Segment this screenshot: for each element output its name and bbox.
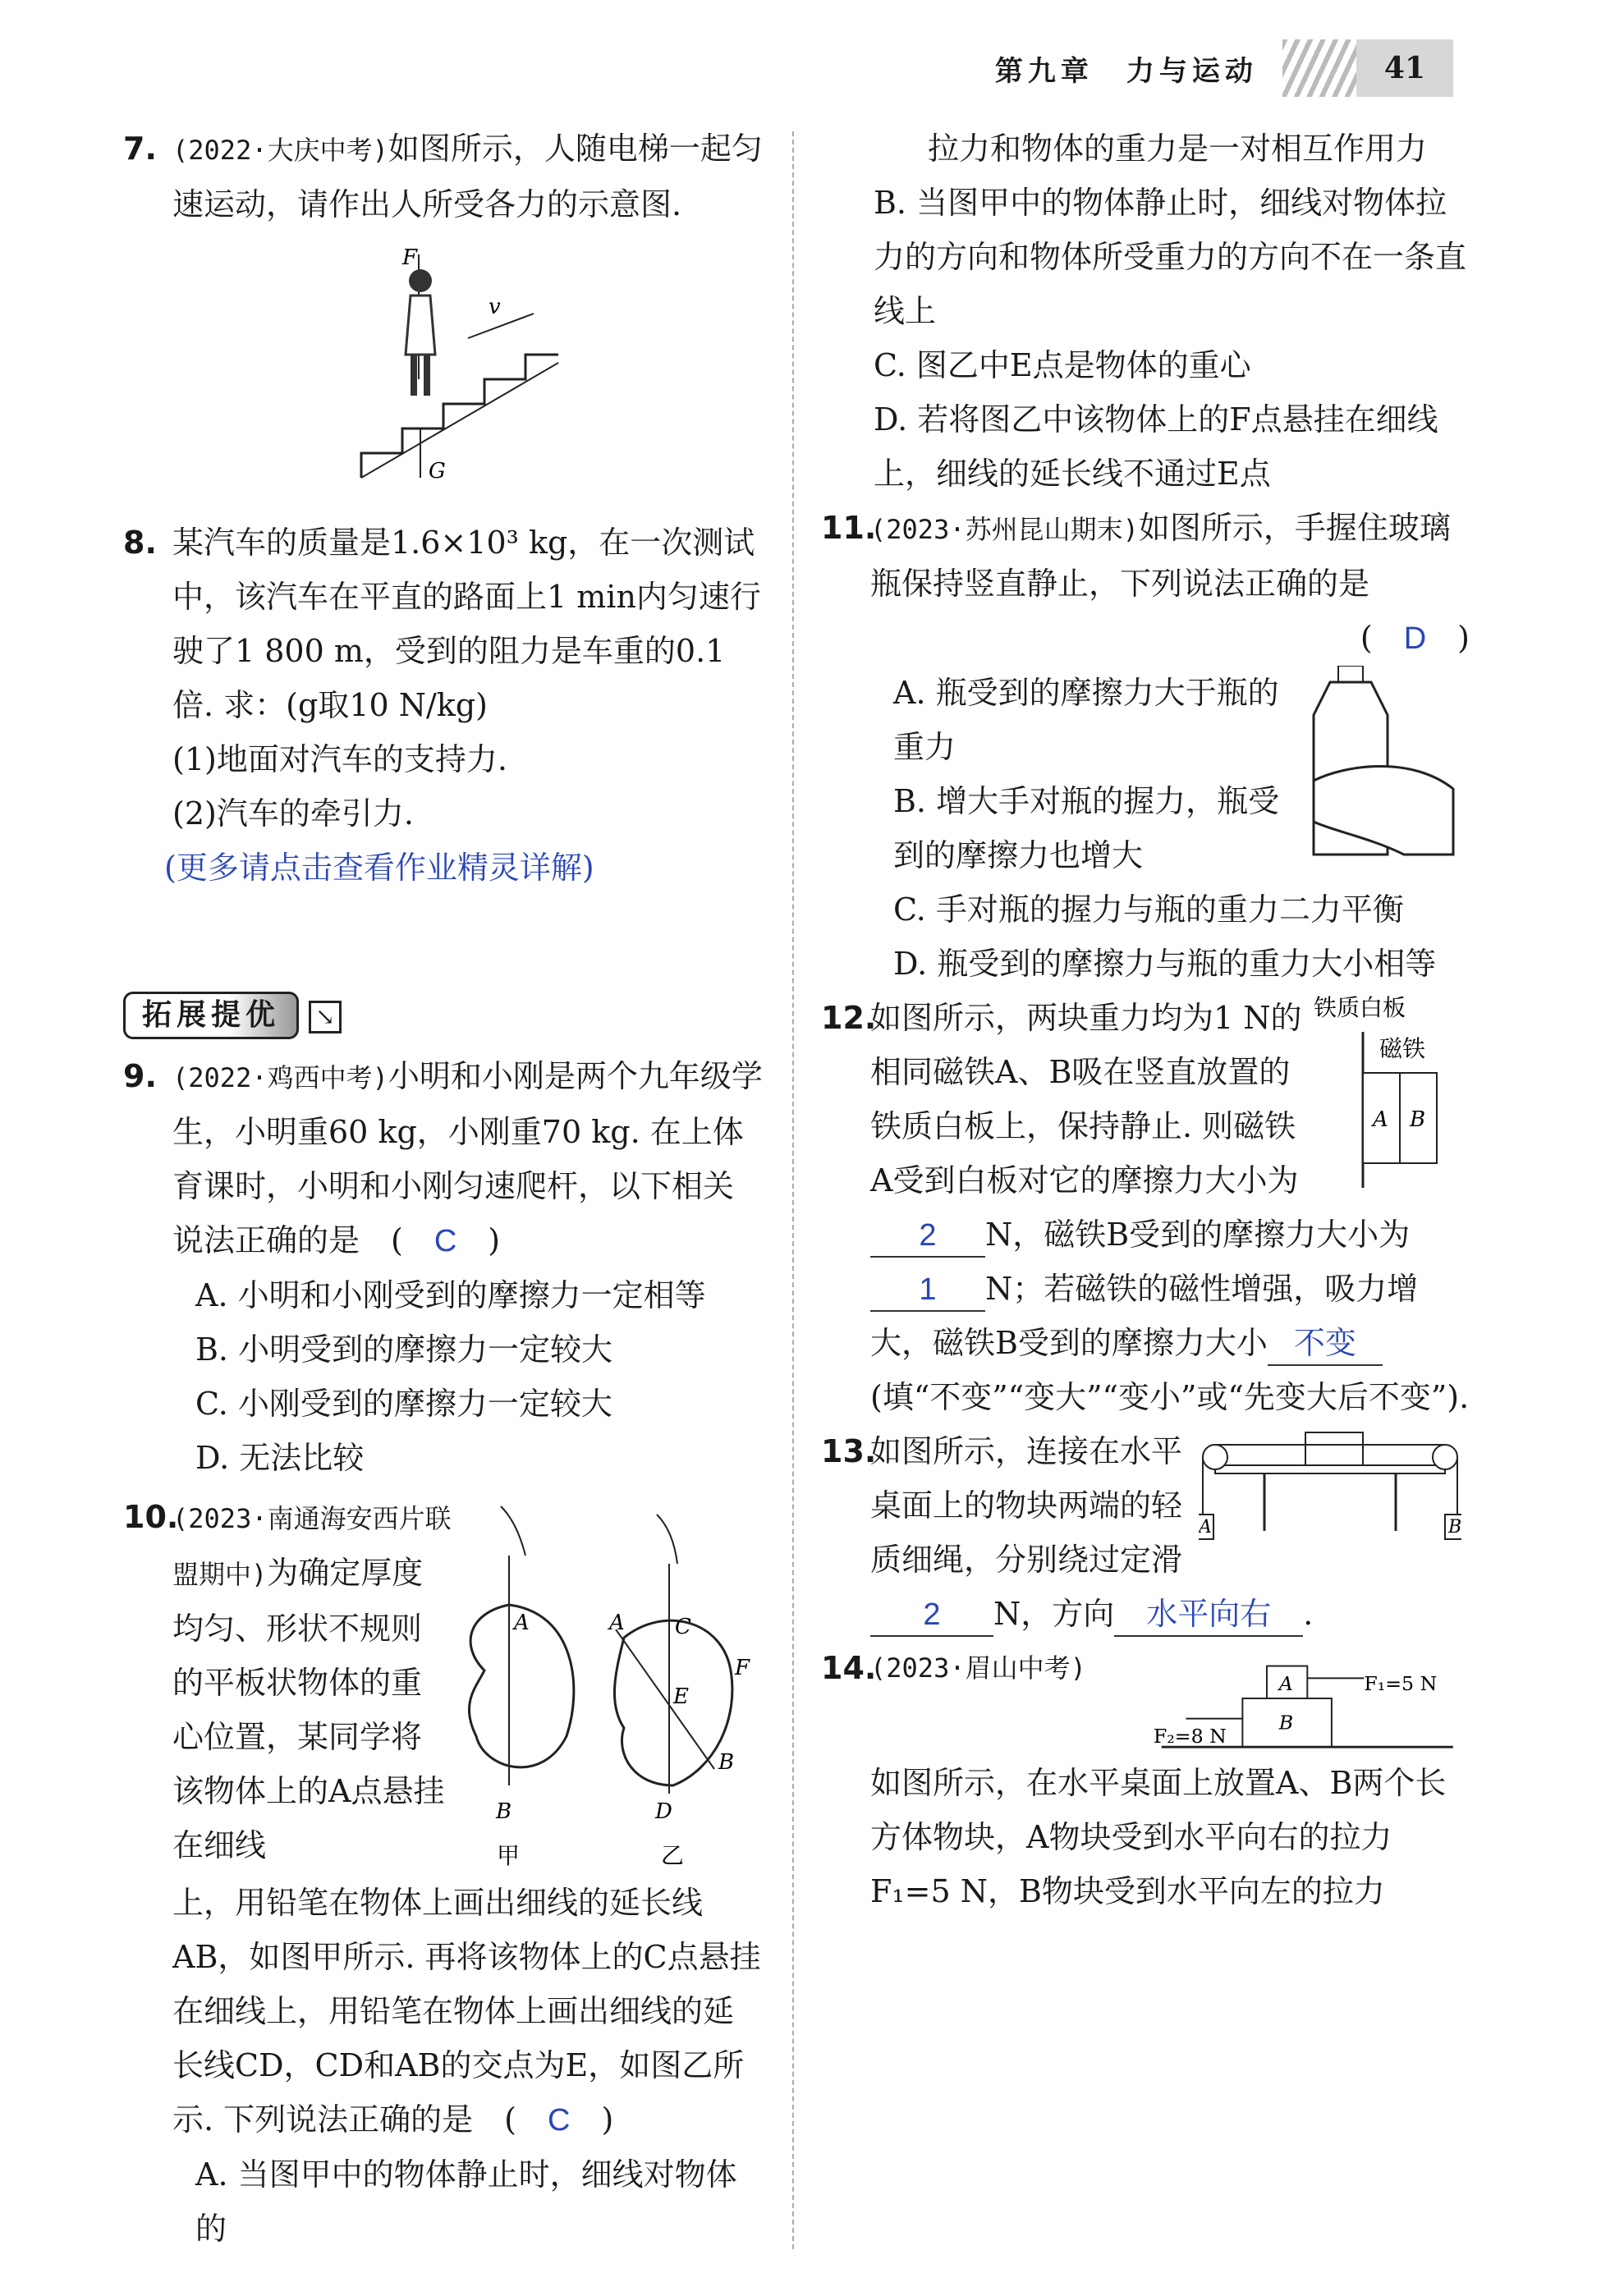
question-7 bbox=[123, 121, 764, 231]
question-source: (2023·南通海安西片联盟期中) bbox=[172, 1503, 452, 1590]
table-top bbox=[1215, 1465, 1445, 1473]
hand-right bbox=[657, 1515, 677, 1564]
pulley-left bbox=[1203, 1445, 1227, 1469]
option-a: A. 瓶受到的摩擦力大于瓶的重力 bbox=[893, 675, 1279, 765]
option-a: A. 当图甲中的物体静止时，细线对物体的 bbox=[195, 2156, 737, 2247]
option-b: B. 增大手对瓶的握力，瓶受到的摩擦力也增大 bbox=[893, 783, 1280, 873]
label-b: B bbox=[1448, 1517, 1461, 1538]
section-title: 拓展提优 bbox=[123, 992, 299, 1039]
bottle-figure bbox=[1297, 666, 1461, 879]
section-header bbox=[123, 987, 764, 1041]
left-column bbox=[123, 121, 764, 2256]
hanging-plate-figure bbox=[452, 1490, 764, 1876]
label-a: A bbox=[1199, 1517, 1212, 1538]
right-column bbox=[821, 121, 1470, 1918]
question-12 bbox=[821, 991, 1470, 1424]
answer: D bbox=[1403, 621, 1427, 656]
header-stripes bbox=[1282, 39, 1356, 97]
arrow-icon: ↘ bbox=[309, 1001, 342, 1033]
question-number: 7. bbox=[123, 131, 157, 167]
question-10: 10. (2023·南通海安西片联盟期中)为确定厚度均匀、形状不规则的平板状物体的重心位置，某同学将该物体上的A点悬挂在细线 A B 甲 A C E F B D 乙 上，用铅笔在物体上画出细线的延长线AB，如图甲所示. 再将该物体上的C点悬挂在细线上，用铅笔在物体上画出细线的延长线CD，CD和AB的交点为E，如图乙所示. 下列说法正确的是 ( C ) A. 当图甲中的物体静止时，细线对物体的 bbox=[123, 1490, 764, 2256]
question-text: 为确定厚度均匀、形状不规则的平板状物体的重心位置，某同学将该物体上的A点悬挂在细线 bbox=[172, 1555, 445, 1863]
question-text: 小明和小刚是两个九年级学生，小明重60 kg，小刚重70 kg. 在上体育课时，小明和小刚匀速爬杆，以下相关说法正确的是 bbox=[172, 1058, 763, 1258]
answer-blank-2: 水平向右 bbox=[1114, 1594, 1303, 1637]
question-13 bbox=[821, 1424, 1470, 1641]
force-f2-label: F₂=8 N bbox=[1154, 1725, 1227, 1748]
answer: C bbox=[548, 2103, 571, 2138]
question-text: 如图所示，两块重力均为1 N的相同磁铁A、B吸在竖直放置的铁质白板上，保持静止. 则磁铁A受到白板对它的摩擦力大小为 bbox=[870, 1000, 1302, 1198]
velocity-arrow bbox=[468, 314, 534, 338]
question-text: N；若磁铁的磁性增强，吸力增大，磁铁B受到的摩擦力大小 bbox=[870, 1271, 1419, 1361]
line-ab-yi bbox=[616, 1629, 714, 1769]
subquestion-2: (2)汽车的牵引力. bbox=[172, 795, 414, 832]
escalator-slope bbox=[361, 363, 558, 478]
option-d: D. 无法比较 bbox=[195, 1440, 365, 1476]
block bbox=[1305, 1432, 1363, 1465]
bottle-cap bbox=[1338, 666, 1363, 682]
option-a-continued: 拉力和物体的重力是一对相互作用力 bbox=[928, 131, 1428, 167]
column-divider bbox=[792, 131, 794, 2249]
option-c: C. 图乙中E点是物体的重心 bbox=[874, 347, 1251, 383]
more-solutions-link[interactable]: (更多请点击查看作业精灵详解) bbox=[164, 850, 594, 886]
gravity-label: G bbox=[429, 459, 446, 483]
answer-blank-1: 2 bbox=[870, 1215, 985, 1258]
person-leg bbox=[411, 355, 417, 396]
question-number: 14. bbox=[821, 1650, 877, 1686]
option-c: C. 手对瓶的握力与瓶的重力二力平衡 bbox=[893, 891, 1404, 928]
answer-blank-2: 1 bbox=[870, 1269, 985, 1312]
question-text: (填“不变”“变大”“变小”或“先变大后不变”). bbox=[870, 1379, 1470, 1415]
point-d: D bbox=[655, 1799, 672, 1824]
board-label: 铁质白板 bbox=[1314, 994, 1406, 1021]
point-e: E bbox=[673, 1684, 689, 1709]
label-a: A bbox=[1279, 1672, 1294, 1696]
question-number: 10. bbox=[123, 1499, 179, 1535]
question-text: 如图所示，连接在水平桌面上的物块两端的轻质细绳，分别绕过定滑 bbox=[870, 1433, 1183, 1578]
question-text: . bbox=[1303, 1596, 1314, 1632]
figure-label-jia: 甲 bbox=[497, 1842, 521, 1869]
question-number: 8. bbox=[123, 525, 157, 561]
person-leg bbox=[424, 355, 430, 396]
escalator-figure bbox=[123, 231, 764, 494]
chapter-title: 第九章 力与运动 bbox=[994, 54, 1258, 88]
escalator-steps bbox=[361, 355, 558, 478]
answer-blank-1: 2 bbox=[870, 1594, 993, 1637]
question-number: 13. bbox=[821, 1433, 877, 1469]
blocks-figure bbox=[1145, 1641, 1470, 1756]
question-text: N，方向 bbox=[993, 1596, 1115, 1632]
figure-label-yi: 乙 bbox=[661, 1842, 685, 1869]
force-f1-label: F₁=5 N bbox=[1364, 1672, 1438, 1696]
person-body bbox=[406, 296, 435, 355]
question-text: 上，用铅笔在物体上画出细线的延长线AB，如图甲所示. 再将该物体上的C点悬挂在细线上，用铅笔在物体上画出细线的延长线CD，CD和AB的交点为E，如图乙所示. 下列说法正确的是 bbox=[172, 1885, 761, 2138]
point-f: F bbox=[735, 1656, 750, 1680]
option-d: D. 若将图乙中该物体上的F点悬挂在细线上，细线的延长线不通过E点 bbox=[874, 401, 1438, 492]
question-number: 12. bbox=[821, 1000, 877, 1036]
page-header bbox=[995, 39, 1453, 97]
question-text: 如图所示，手握住玻璃瓶保持竖直静止，下列说法正确的是 bbox=[870, 510, 1451, 602]
option-b: B. 当图甲中的物体静止时，细线对物体拉力的方向和物体所受重力的方向不在一条直线上 bbox=[874, 185, 1467, 329]
pulley-right bbox=[1433, 1445, 1457, 1469]
answer: C bbox=[434, 1224, 457, 1258]
label-b: B bbox=[1410, 1107, 1426, 1132]
label-b: B bbox=[1279, 1711, 1294, 1735]
question-number: 9. bbox=[123, 1058, 157, 1094]
question-source: (2022·鸡西中考) bbox=[172, 1062, 388, 1093]
magnet-label: 磁铁 bbox=[1379, 1035, 1426, 1062]
force-label: F bbox=[402, 245, 418, 270]
question-text: N，磁铁B受到的摩擦力大小为 bbox=[985, 1217, 1411, 1253]
question-source: (2022·大庆中考) bbox=[172, 135, 388, 166]
point-a: A bbox=[609, 1611, 625, 1635]
subquestion-1: (1)地面对汽车的支持力. bbox=[172, 741, 507, 777]
hand-left bbox=[501, 1506, 525, 1556]
option-b: B. 小明受到的摩擦力一定较大 bbox=[195, 1331, 613, 1368]
answer-blank-3: 不变 bbox=[1268, 1323, 1383, 1366]
option-a: A. 小明和小刚受到的摩擦力一定相等 bbox=[195, 1277, 706, 1313]
question-11: 11. (2023·苏州昆山期末)如图所示，手握住玻璃瓶保持竖直静止，下列说法正确的是 ( D ) A. 瓶受到的摩擦力大于瓶的重力 B. 增大手对瓶的握力，瓶受到的摩擦力也增大 C. 手对瓶的握力与瓶的重力二力平衡 D. 瓶受到的摩擦力与瓶的重力大小相等 bbox=[821, 501, 1470, 991]
point-b: B bbox=[496, 1799, 512, 1824]
question-text: 如图所示，在水平桌面上放置A、B两个长方体物块，A物块受到水平向右的拉力F₁=5 N，B物块受到水平向左的拉力 bbox=[870, 1765, 1447, 1909]
question-source: (2023·眉山中考) bbox=[870, 1652, 1086, 1684]
magnet-figure bbox=[1314, 991, 1470, 1196]
point-b: B bbox=[718, 1750, 735, 1775]
option-d: D. 瓶受到的摩擦力与瓶的重力大小相等 bbox=[893, 946, 1437, 982]
pulley-table-figure bbox=[1199, 1424, 1461, 1580]
question-number: 11. bbox=[821, 510, 877, 546]
question-8 bbox=[123, 516, 764, 841]
point-a: A bbox=[514, 1611, 530, 1635]
page-number: 41 bbox=[1356, 39, 1453, 97]
label-a: A bbox=[1373, 1107, 1388, 1132]
question-text: 某汽车的质量是1.6×10³ kg，在一次测试中，该汽车在平直的路面上1 min内匀速行驶了1 800 m，受到的阻力是车重的0.1倍. 求：(g取10 N/kg) bbox=[172, 525, 761, 723]
question-9: 9. (2022·鸡西中考)小明和小刚是两个九年级学生，小明重60 kg，小刚重70 kg. 在上体育课时，小明和小刚匀速爬杆，以下相关说法正确的是 ( C ) A. 小明和小刚受到的摩擦力一定相等 B. 小明受到的摩擦力一定较大 C. 小刚受到的摩擦力一定较大 D. 无法比较 bbox=[123, 1049, 764, 1485]
question-source: (2023·苏州昆山期末) bbox=[870, 514, 1139, 545]
point-c: C bbox=[675, 1615, 691, 1639]
person-head bbox=[409, 269, 432, 292]
velocity-label: v bbox=[489, 295, 501, 319]
question-text: 如图所示，人随电梯一起匀速运动，请作出人所受各力的示意图. bbox=[172, 131, 763, 222]
question-14 bbox=[821, 1641, 1470, 1918]
option-c: C. 小刚受到的摩擦力一定较大 bbox=[195, 1386, 612, 1422]
